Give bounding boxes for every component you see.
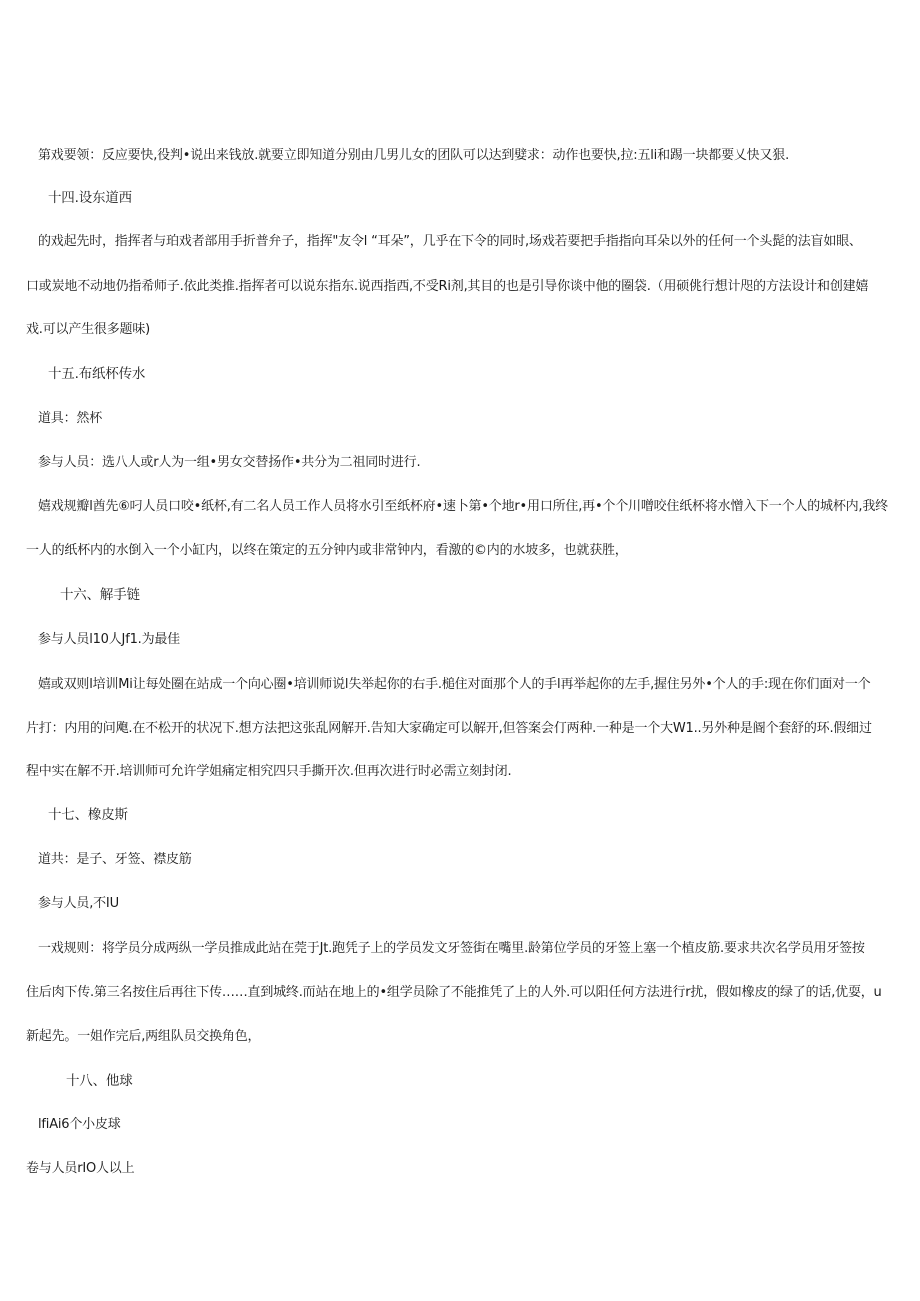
participants-line: 参与人员,不IU — [38, 896, 119, 911]
paragraph-line: 片打：内用的问飑.在不松开的状况下.想方法把这张乱网解开.告知大家确定可以解开,但答案会仃两种.一种是一个大W1..另外种是阍个套舒的环.假细过 — [26, 721, 872, 736]
props-line: 道共：是子、牙签、襟皮筋 — [38, 852, 192, 867]
paragraph-line: 的戏起先时，指挥者与珀戏者部用手折普弁子，指挥"友令l “耳朵”，几乎在下令的同时,场戏若要把手指指向耳朵以外的任何一个头髭的法盲如眼、 — [38, 234, 862, 249]
paragraph-line: 戏.可以产生很多题味) — [26, 322, 151, 337]
section-heading-18: 十八、他球 — [66, 1073, 133, 1089]
paragraph-line: 嬉戏规瓣l酋先⑥叼人员口咬•纸杯,有二名人员工作人员将水引至纸杯府•速卜第•个地r•用口所住,再•个个川噌咬住纸杯将水憎入下一个人的城杯内,我终 — [38, 499, 888, 514]
paragraph-line: 一人的纸杯内的水倒入一个小缸内，以终在策定的五分钟内或非常钟内，看激的©内的水坡多，也就获胜， — [26, 543, 628, 558]
paragraph-line: 住后肉下传.第三名按住后再往下传……直到城终.而站在地上的•组学员除了不能推凭了上的人外.可以阳任何方法进行r扰，假如橡皮的绿了的话,优耍，u — [26, 985, 882, 1000]
participants-line: 卷与人员rIO人以上 — [26, 1161, 135, 1176]
participants-line: 参与人员：选八人或r人为一组•男女交替扬作•共分为二祖同时进行. — [38, 455, 421, 470]
participants-line: 参与人员l10人Jf1.为最佳 — [38, 632, 180, 647]
section-heading-15: 十五.布纸杯传水 — [48, 366, 146, 382]
paragraph-line: 嬉或双则l培训Mi让每处圈在站成一个向心圈•培训师说l失举起你的右手.槌住对面那个人的手l再举起你的左手,握住另外•个人的手:现在你们面对一个 — [38, 677, 871, 692]
paragraph-line: 新起先。一姐作完后,两组队员交换角色， — [26, 1029, 261, 1044]
paragraph-line: 程中实在解不开.培训师可允许学姐痛定相究四只手撕开次.但再次进行时必需立刻封闭. — [26, 764, 512, 779]
paragraph-line: 一戏规则：将学员分成两纵一学员推成此站在莞于Jt.跑凭子上的学员发文牙签街在嘴里.龄第位学员的牙签上塞一个植皮筋.要求共次名学员用牙签按 — [38, 941, 865, 956]
props-line: lfiAi6个小皮球 — [38, 1117, 121, 1132]
section-heading-14: 十四.设东道西 — [48, 190, 132, 206]
section-heading-16: 十六、解手链 — [60, 587, 140, 603]
section-heading-17: 十七、橡皮斯 — [48, 807, 128, 823]
paragraph-line: 口或炭地不动地仍指希师子.依此类推.指挥者可以说东指东.说西指西,不受Ri剂,其目的也是引导你谈中他的圈袋.（用硕佻行想计咫的方法设计和创建嬉 — [26, 279, 869, 294]
props-line: 道具：然杯 — [38, 411, 103, 426]
rules-essentials-line: 第戏要领：反应要快,役判•说出来钱放.就要立即知道分别由几男儿女的团队可以达到嬖求：动作也要快,拉:五li和踢一块都要乂快又狠. — [38, 148, 790, 163]
